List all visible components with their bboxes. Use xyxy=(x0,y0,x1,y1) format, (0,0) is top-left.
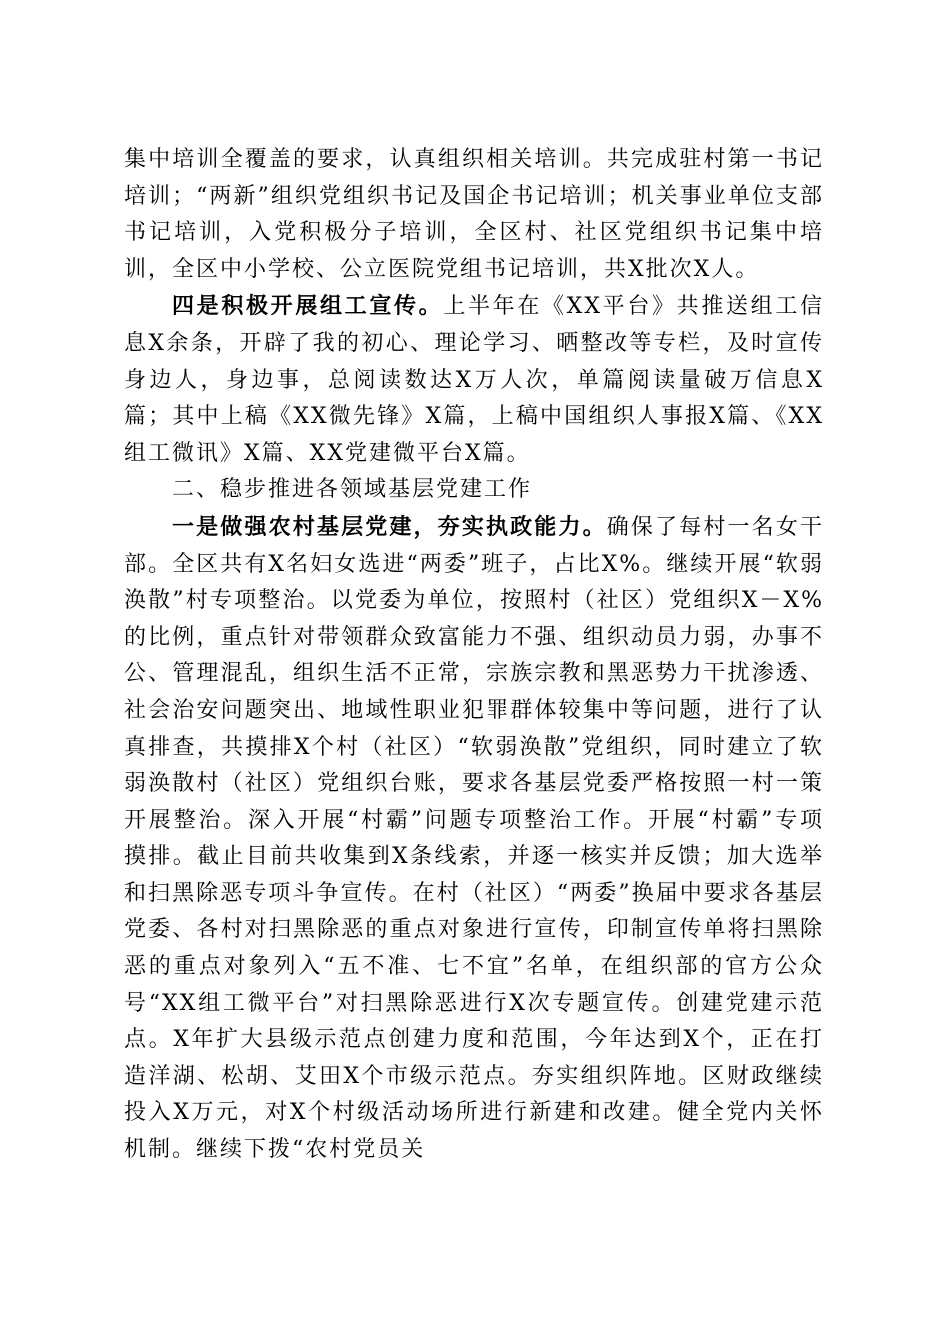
paragraph-rural-body: 确保了每村一名女干部。全区共有X名妇女选进“两委”班子，占比X%。继续开展“软弱涣散”村专项整治。以党委为单位，按照村（社区）党组织X－X%的比例，重点针对带领群众致富能力不强、组织动员力弱，办事不公、管理混乱，组织生活不正常，宗族宗教和黑恶势力干扰渗透、社会治安问题突出、地域性职业犯罪群体较集中等问题，进行了认真排查，共摸排X个村（社区）“软弱涣散”党组织，同时建立了软弱涣散村（社区）党组织台账，要求各基层党委严格按照一村一策开展整治。深入开展“村霸”问题专项整治工作。开展“村霸”专项摸排。截止目前共收集到X条线索，并逐一核实并反馈；加大选举和扫黑除恶专项斗争宣传。在村（社区）“两委”换届中要求各基层党委、各村对扫黑除恶的重点对象进行宣传，印制宣传单将扫黑除恶的重点对象列入“五不准、七不宜”名单，在组织部的官方公众号“XX组工微平台”对扫黑除恶进行X次专题宣传。创建党建示范点。X年扩大县级示范点创建力度和范围，今年达到X个，正在打造洋湖、松胡、艾田X个市级示范点。夯实组织阵地。区财政继续投入X万元，对X个村级活动场所进行新建和改建。健全党内关怀机制。继续下拨“农村党员关 xyxy=(124,514,824,1163)
section-heading-2: 二、稳步推进各领域基层党建工作 xyxy=(172,477,533,503)
paragraph-publicity-lead: 四是积极开展组工宣传。 xyxy=(172,293,444,320)
paragraph-publicity xyxy=(124,288,824,472)
paragraph-rural-lead: 一是做强农村基层党建，夯实执政能力。 xyxy=(172,513,607,540)
paragraph-publicity-body: 上半年在《XX平台》共推送组工信息X余条，开辟了我的初心、理论学习、晒整改等专栏，及时宣传身边人，身边事，总阅读数达X万人次，单篇阅读量破万信息X篇；其中上稿《XX微先锋》X篇，上稿中国组织人事报X篇、《XX组工微讯》X篇、XX党建微平台X篇。 xyxy=(124,294,824,466)
document-body xyxy=(124,142,824,1169)
paragraph-rural-party-building xyxy=(124,509,824,1169)
paragraph-training-summary: 集中培训全覆盖的要求，认真组织相关培训。共完成驻村第一书记培训；“两新”组织党组织书记及国企书记培训；机关事业单位支部书记培训，入党积极分子培训，全区村、社区党组织书记集中培训，全区中小学校、公立医院党组书记培训，共X批次X人。 xyxy=(124,147,824,282)
